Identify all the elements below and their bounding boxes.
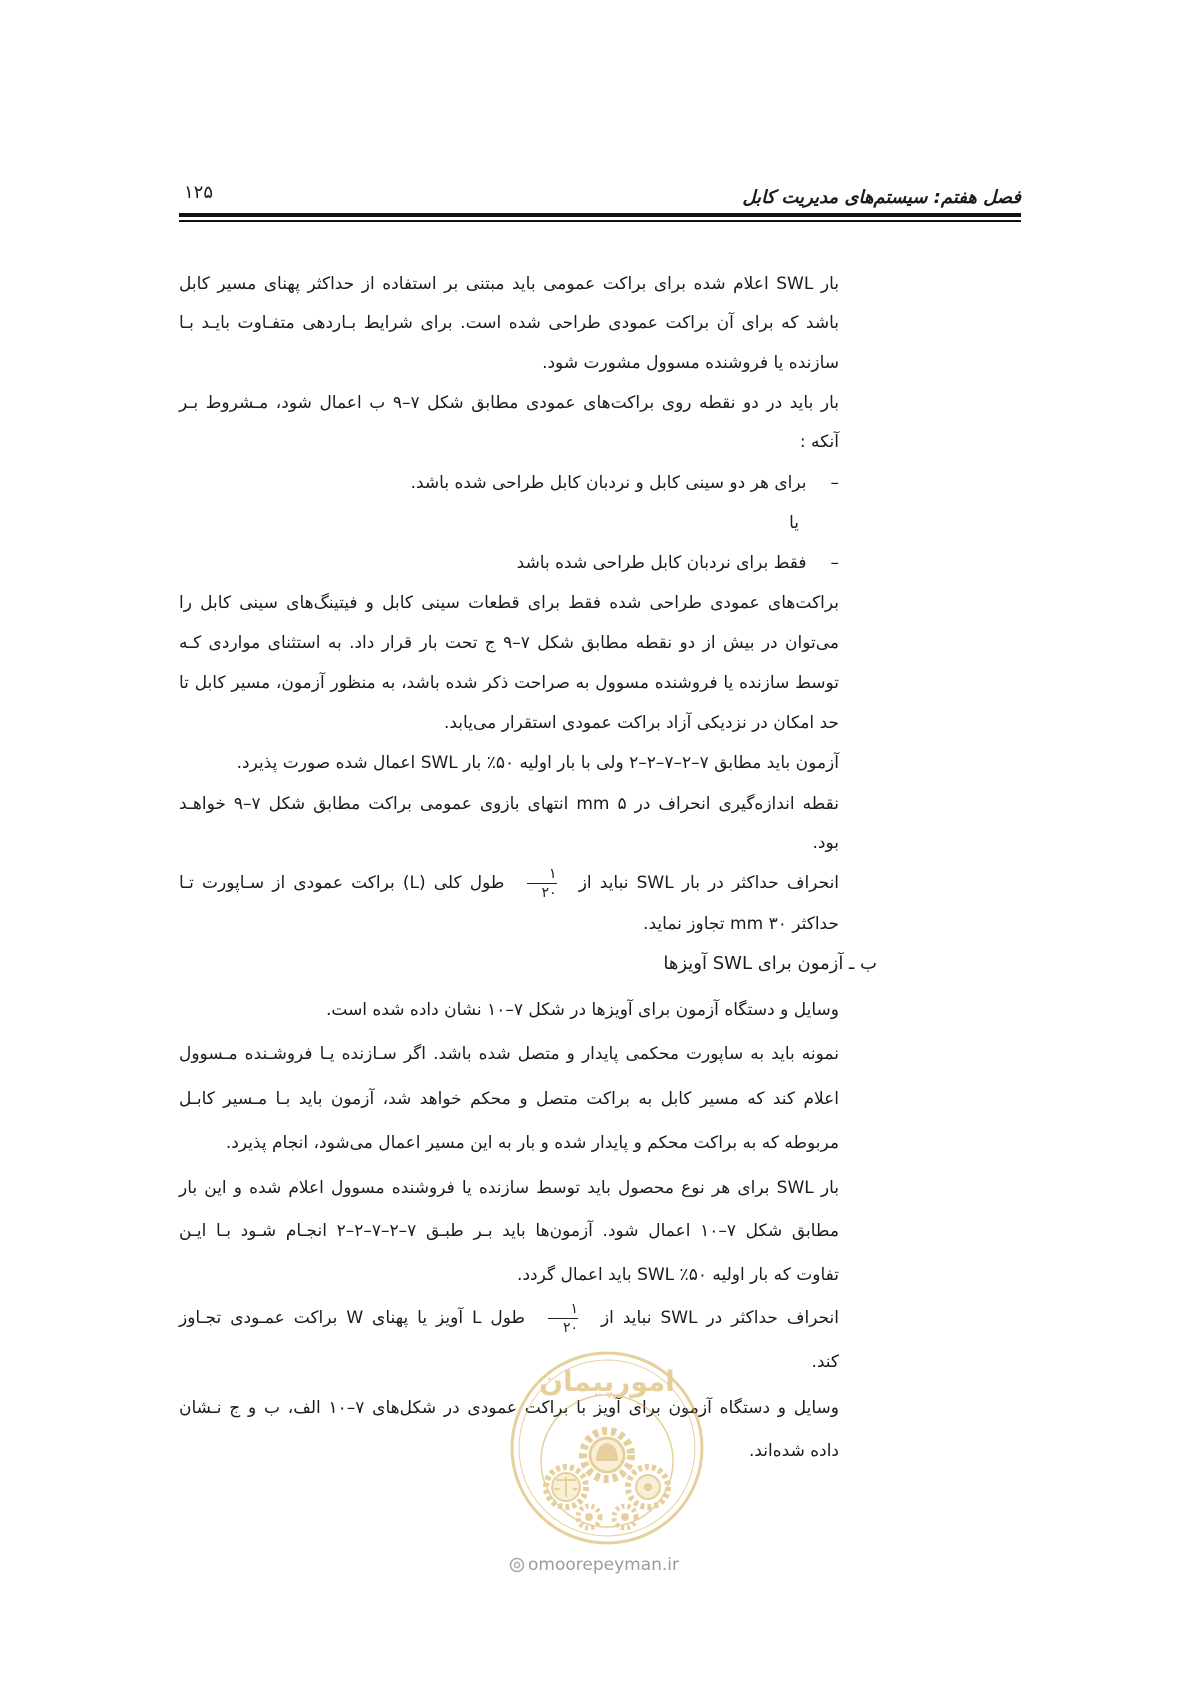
fraction-bar bbox=[527, 883, 557, 884]
paragraph-line: توسط سازنده یا فروشنده مسوول به صراحت ذکر شده باشد، به منظور آزمون، مسیر کابل تا bbox=[179, 673, 839, 693]
fraction-denominator: ۲۰ bbox=[541, 884, 557, 901]
bullet-item bbox=[179, 548, 839, 578]
bullet-dash: – bbox=[830, 553, 839, 573]
paragraph-line: بار باید در دو نقطه روی براکت‌های عمودی مطابق شکل ۷–۹ ب اعمال شود، مـشروط بـر bbox=[179, 393, 839, 413]
line-text-after: طول L آویز یا پهنای W براکت عمـودی تجـاوز bbox=[179, 1308, 526, 1328]
paragraph-line-with-fraction bbox=[179, 1298, 839, 1338]
paragraph-line: تفاوت که بار اولیه ۵۰٪ SWL باید اعمال گردد. bbox=[517, 1265, 839, 1285]
paragraph-line: حداکثر ۳۰ mm تجاوز نماید. bbox=[643, 914, 839, 934]
gear-icon bbox=[628, 1467, 668, 1507]
paragraph-line: سازنده یا فروشنده مسوول مشورت شود. bbox=[542, 353, 839, 373]
bullet-text: فقط برای نردبان کابل طراحی شده باشد bbox=[516, 553, 807, 573]
paragraph-line: کند. bbox=[811, 1352, 839, 1372]
bullet-dash: – bbox=[830, 473, 839, 493]
line-text-before: انحراف حداکثر در SWL نباید از bbox=[600, 1308, 840, 1328]
paragraph-line: مطابق شکل ۷–۱۰ اعمال شود. آزمون‌ها باید بـر طبـق ۷–۲–۷–۲–۲ انجـام شـود بـا ایـن bbox=[179, 1221, 839, 1241]
paragraph-line: آزمون باید مطابق ۷–۲–۷–۲–۲ ولی با بار اولیه ۵۰٪ بار SWL اعمال شده صورت پذیرد. bbox=[236, 753, 839, 773]
paragraph-line-with-fraction bbox=[179, 863, 839, 903]
paragraph-line: نمونه باید به ساپورت محکمی پایدار و متصل شده باشد. اگر سـازنده یـا فروشـنده مـسوول bbox=[179, 1044, 839, 1064]
at-icon bbox=[509, 1557, 525, 1573]
paragraph-line: بار SWL برای هر نوع محصول باید توسط سازنده یا فروشنده مسوول اعلام شده و این بار bbox=[179, 1178, 839, 1198]
paragraph-line: وسایل و دستگاه آزمون برای آویزها در شکل ۷–۱۰ نشان داده شده است. bbox=[325, 1000, 839, 1020]
line-text-before: انحراف حداکثر در بار SWL نباید از bbox=[578, 873, 840, 893]
section-heading: ب ـ آزمون برای SWL آویزها bbox=[663, 953, 877, 974]
line-text-after: طول کلی (L) براکت عمودی از سـاپورت تـا bbox=[179, 873, 505, 893]
fraction bbox=[548, 1301, 578, 1336]
paragraph-line: بار SWL اعلام شده برای براکت عمومی باید مبتنی بر استفاده از حداکثر پهنای مسیر کابل bbox=[179, 274, 839, 294]
paragraph-line: وسایل و دستگاه آزمون برای آویز با براکت عمودی در شکل‌های ۷–۱۰ الف، ب و ج نـشان bbox=[179, 1398, 839, 1418]
paragraph-line: نقطه اندازه‌گیری انحراف در ۵ mm انتهای بازوی عمومی براکت مطابق شکل ۷–۹ خواهـد bbox=[179, 794, 839, 814]
small-gears-icon bbox=[578, 1506, 636, 1528]
fraction bbox=[527, 866, 557, 901]
paragraph-line: داده شده‌اند. bbox=[748, 1441, 839, 1461]
paragraph-line: یا bbox=[789, 513, 799, 533]
fraction-denominator: ۲۰ bbox=[562, 1319, 579, 1336]
watermark-site bbox=[509, 1554, 679, 1576]
scales-icon bbox=[546, 1467, 586, 1507]
paragraph-line: آنکه : bbox=[799, 432, 839, 452]
paragraph-line: بود. bbox=[812, 833, 839, 853]
header-rule-thin bbox=[179, 220, 1021, 222]
paragraph-line: می‌توان در بیش از دو نقطه مطابق شکل ۷–۹ ج تحت بار قرار داد. به استثنای مواردی کـه bbox=[179, 633, 839, 653]
chapter-title: فصل هفتم: سیستم‌های مدیریت کابل bbox=[742, 187, 1021, 208]
fraction-numerator: ۱ bbox=[549, 865, 557, 882]
paragraph-line: باشد که برای آن براکت عمودی طراحی شده است. برای شرایط بـاردهی متفـاوت بایـد بـا bbox=[179, 313, 839, 333]
paragraph-line: مربوطه که به براکت محکم و پایدار شده و بار به این مسیر اعمال می‌شود، انجام پذیرد. bbox=[225, 1133, 839, 1153]
paragraph-line: حد امکان در نزدیکی آزاد براکت عمودی استقرار می‌یابد. bbox=[443, 713, 839, 733]
logo-text: امورپیمان bbox=[539, 1365, 675, 1398]
page-number: ۱۲۵ bbox=[184, 182, 214, 203]
fraction-bar bbox=[548, 1318, 578, 1319]
paragraph-line: براکت‌های عمودی طراحی شده فقط برای قطعات سینی کابل و فیتینگ‌های سینی کابل را bbox=[179, 593, 839, 613]
bullet-text: برای هر دو سینی کابل و نردبان کابل طراحی شده باشد. bbox=[410, 473, 807, 493]
header-rule-thick bbox=[179, 213, 1021, 217]
watermark-site-text: omoorepeyman.ir bbox=[528, 1555, 680, 1575]
fraction-numerator: ۱ bbox=[570, 1300, 579, 1317]
bullet-item bbox=[179, 468, 839, 498]
paragraph-line: اعلام کند که مسیر کابل به براکت متصل و محکم خواهد شد، آزمون باید بـا مـسیر کابـل bbox=[179, 1089, 839, 1109]
